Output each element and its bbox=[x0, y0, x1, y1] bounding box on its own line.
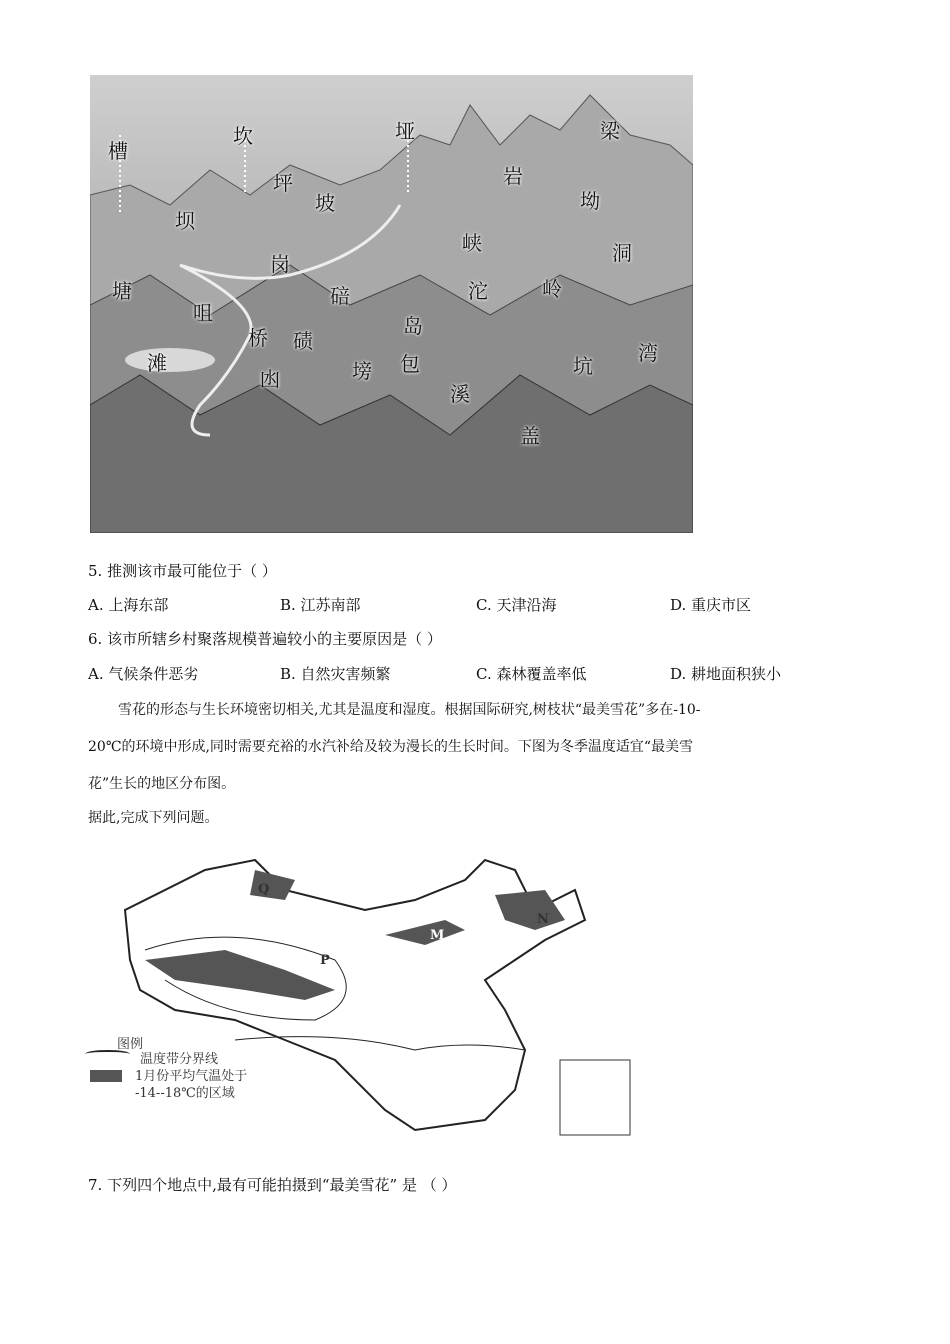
question-7: 7. 下列四个地点中,最有可能拍摄到“最美雪花” 是 （ ） bbox=[88, 1176, 457, 1194]
legend-title: 图例 bbox=[117, 1037, 144, 1052]
label-wan: 湾 bbox=[638, 341, 658, 365]
mountain-landforms-illustration bbox=[90, 75, 693, 533]
legend-area-label-2: -14--18℃的区域 bbox=[135, 1086, 235, 1101]
passage-line-3: 花”生长的地区分布图。 bbox=[88, 776, 236, 792]
label-po: 坡 bbox=[315, 191, 335, 215]
label-ya: 垭 bbox=[395, 119, 415, 143]
label-qi: 碛 bbox=[293, 329, 313, 353]
label-tuo: 沱 bbox=[468, 279, 488, 303]
label-ling: 岭 bbox=[542, 277, 562, 301]
point-q: Q bbox=[258, 882, 270, 897]
label-gang: 岗 bbox=[270, 252, 290, 276]
label-ao: 坳 bbox=[580, 189, 600, 213]
label-zui: 咀 bbox=[193, 301, 213, 325]
label-cao: 槽 bbox=[108, 139, 128, 163]
legend-boundary-line: 温度带分界线 bbox=[140, 1052, 219, 1067]
label-qiao: 桥 bbox=[248, 326, 268, 350]
label-xia: 峡 bbox=[462, 231, 482, 255]
label-bao: 包 bbox=[400, 352, 420, 376]
label-bang: 塝 bbox=[352, 359, 372, 383]
label-gai: 盖 bbox=[520, 424, 540, 448]
question-6: 6. 该市所辖乡村聚落规模普遍较小的主要原因是（ ） bbox=[88, 630, 442, 648]
point-n: N bbox=[537, 912, 549, 927]
label-tan: 滩 bbox=[147, 351, 167, 375]
point-m: M bbox=[430, 928, 445, 943]
passage-line-2: 20℃的环境中形成,同时需要充裕的水汽补给及较为漫长的生长时间。下图为冬季温度适宜“最美雪 bbox=[88, 739, 694, 755]
passage-line-1: 雪花的形态与生长环境密切相关,尤其是温度和湿度。根据国际研究,树枝状“最美雪花”多在-10- bbox=[118, 702, 701, 718]
label-liang: 梁 bbox=[600, 119, 620, 143]
q5-option-d: D. 重庆市区 bbox=[670, 596, 752, 614]
label-xi: 溪 bbox=[450, 382, 470, 406]
legend-area-label-1: 1月份平均气温处于 bbox=[135, 1069, 248, 1084]
q5-option-b: B. 江苏南部 bbox=[280, 596, 361, 614]
question-5: 5. 推测该市最可能位于（ ） bbox=[88, 562, 277, 580]
label-kan: 坎 bbox=[233, 124, 253, 148]
label-tang: 塘 bbox=[112, 279, 132, 303]
q5-option-a: A. 上海东部 bbox=[88, 596, 169, 614]
legend-area-swatch bbox=[90, 1070, 122, 1082]
label-ping: 坪 bbox=[273, 171, 293, 195]
q6-option-a: A. 气候条件恶劣 bbox=[88, 665, 199, 683]
label-keng: 坑 bbox=[573, 354, 593, 378]
q6-option-c: C. 森林覆盖率低 bbox=[476, 665, 587, 683]
label-yan: 岩 bbox=[503, 164, 523, 188]
q5-option-c: C. 天津沿海 bbox=[476, 596, 557, 614]
label-dang: 凼 bbox=[260, 367, 280, 391]
label-ba: 坝 bbox=[175, 209, 195, 233]
point-p: P bbox=[320, 953, 330, 968]
q6-option-b: B. 自然灾害频繁 bbox=[280, 665, 391, 683]
label-bei: 碚 bbox=[330, 284, 350, 308]
label-dong: 洞 bbox=[612, 241, 632, 265]
label-dao: 岛 bbox=[403, 314, 423, 338]
q6-option-d: D. 耕地面积狭小 bbox=[670, 665, 782, 683]
china-snowflake-map bbox=[85, 850, 635, 1140]
instruction: 据此,完成下列问题。 bbox=[88, 810, 219, 826]
